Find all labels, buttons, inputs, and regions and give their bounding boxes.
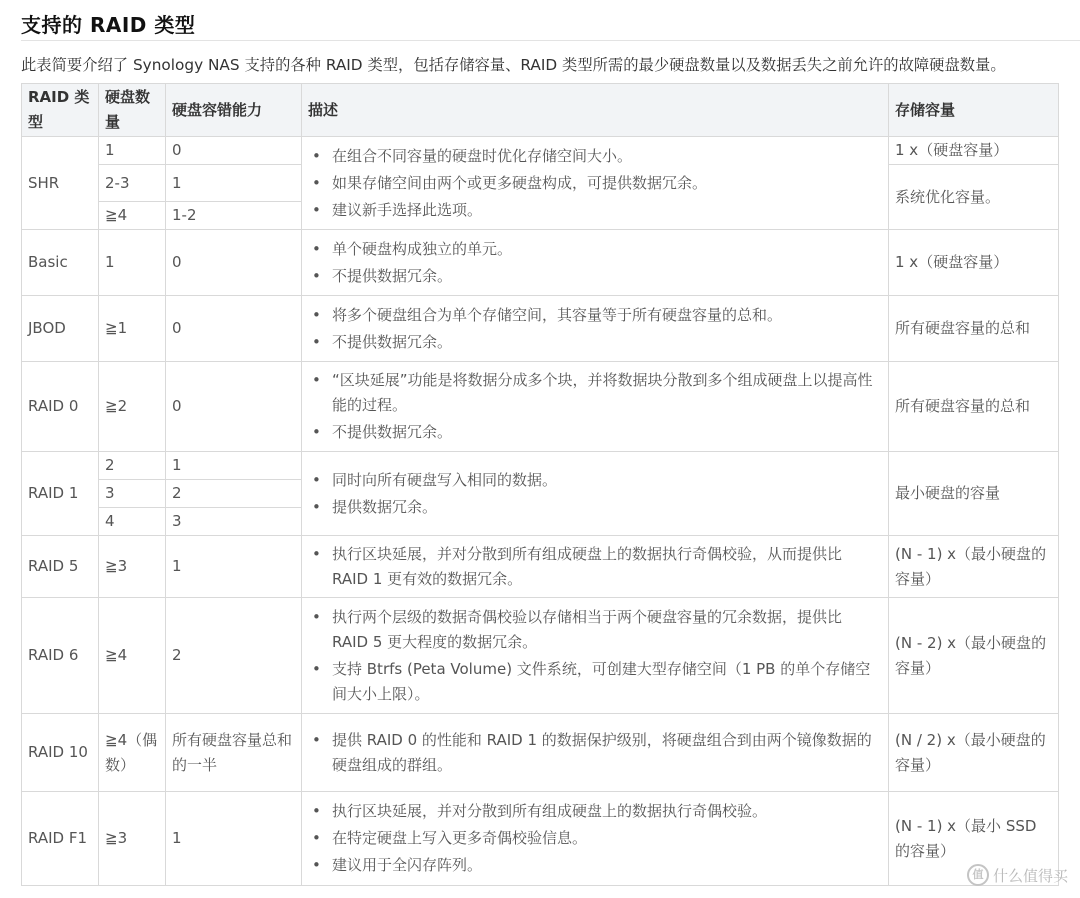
capacity-cell: 最小硬盘的容量 [889,452,1059,536]
raid-type-cell: JBOD [22,296,99,362]
list-item: • 在特定硬盘上写入更多奇偶校验信息。 [308,826,882,851]
disk-count-cell: ≧1 [99,296,166,362]
fault-tolerance-cell: 0 [166,230,302,296]
list-item: • 支持 Btrfs (Peta Volume) 文件系统，可创建大型存储空间（1 PB 的单个存储空间大小上限）。 [308,657,882,707]
disk-count-cell: 2 [99,452,166,480]
page-title: 支持的 RAID 类型 [21,13,196,37]
table-row [22,296,1059,362]
watermark-text: 什么值得买 [992,866,1068,885]
list-item: • 不提供数据冗余。 [308,420,882,445]
list-item: • 将多个硬盘组合为单个存储空间，其容量等于所有硬盘容量的总和。 [308,303,882,328]
raid-type-cell: RAID 0 [22,362,99,452]
raid-type-cell: RAID 1 [22,452,99,536]
list-item: • 不提供数据冗余。 [308,330,882,355]
watermark [967,864,1068,886]
raid-types-table [21,83,1059,886]
capacity-cell: 1 x（硬盘容量） [889,137,1059,165]
list-item: • 同时向所有硬盘写入相同的数据。 [308,468,882,493]
description-cell [302,296,889,362]
description-cell [302,598,889,714]
fault-tolerance-cell: 1 [166,536,302,598]
disk-count-cell: 1 [99,137,166,165]
fault-tolerance-cell: 1-2 [166,202,302,230]
list-item: • 在组合不同容量的硬盘时优化存储空间大小。 [308,144,882,169]
disk-count-cell: ≧3 [99,792,166,886]
disk-count-cell: 4 [99,508,166,536]
description-cell [302,714,889,792]
capacity-cell: (N / 2) x（最小硬盘的容量） [889,714,1059,792]
capacity-cell: (N - 1) x（最小硬盘的容量） [889,536,1059,598]
intro-paragraph: 此表简要介绍了 Synology NAS 支持的各种 RAID 类型，包括存储容量、RAID 类型所需的最少硬盘数量以及数据丢失之前允许的故障硬盘数量。 [21,56,1006,74]
table-row [22,452,1059,480]
description-cell [302,230,889,296]
disk-count-cell: 3 [99,480,166,508]
fault-tolerance-cell: 2 [166,598,302,714]
list-item: • 建议新手选择此选项。 [308,198,882,223]
table-row [22,714,1059,792]
table-row [22,230,1059,296]
capacity-cell: (N - 1) x（最小 SSD 的容量） [889,792,1059,886]
fault-tolerance-cell: 0 [166,137,302,165]
list-item: • “区块延展”功能是将数据分成多个块，并将数据块分散到多个组成硬盘上以提高性能的过程。 [308,368,882,418]
raid-type-cell: SHR [22,137,99,230]
list-item: • 提供 RAID 0 的性能和 RAID 1 的数据保护级别，将硬盘组合到由两个镜像数据的硬盘组成的群组。 [308,728,882,778]
header-disk-count: 硬盘数量 [99,84,166,137]
table-row [22,536,1059,598]
capacity-cell: 1 x（硬盘容量） [889,230,1059,296]
description-cell [302,452,889,536]
table-row [22,362,1059,452]
table-row [22,598,1059,714]
disk-count-cell: 2-3 [99,165,166,202]
list-item: • 执行区块延展，并对分散到所有组成硬盘上的数据执行奇偶校验，从而提供比 RAID 1 更有效的数据冗余。 [308,542,882,592]
raid-type-cell: RAID 10 [22,714,99,792]
list-item: • 执行两个层级的数据奇偶校验以存储相当于两个硬盘容量的冗余数据，提供比 RAID 5 更大程度的数据冗余。 [308,605,882,655]
table-row [22,137,1059,165]
fault-tolerance-cell: 1 [166,792,302,886]
capacity-cell: 所有硬盘容量的总和 [889,362,1059,452]
header-fault-tolerance: 硬盘容错能力 [166,84,302,137]
disk-count-cell: ≧4 [99,598,166,714]
fault-tolerance-cell: 1 [166,165,302,202]
description-cell [302,137,889,230]
header-capacity: 存储容量 [889,84,1059,137]
value-icon: 值 [967,864,989,886]
capacity-cell: (N - 2) x（最小硬盘的容量） [889,598,1059,714]
fault-tolerance-cell: 0 [166,362,302,452]
disk-count-cell: ≧4 [99,202,166,230]
fault-tolerance-cell: 1 [166,452,302,480]
disk-count-cell: ≧4（偶数） [99,714,166,792]
table-row [22,792,1059,886]
capacity-cell: 系统优化容量。 [889,165,1059,230]
raid-type-cell: RAID 6 [22,598,99,714]
disk-count-cell: ≧3 [99,536,166,598]
list-item: • 单个硬盘构成独立的单元。 [308,237,882,262]
fault-tolerance-cell: 3 [166,508,302,536]
disk-count-cell: ≧2 [99,362,166,452]
raid-type-cell: RAID 5 [22,536,99,598]
disk-count-cell: 1 [99,230,166,296]
fault-tolerance-cell: 所有硬盘容量总和的一半 [166,714,302,792]
fault-tolerance-cell: 0 [166,296,302,362]
description-cell [302,362,889,452]
fault-tolerance-cell: 2 [166,480,302,508]
list-item: • 提供数据冗余。 [308,495,882,520]
description-cell [302,536,889,598]
description-cell [302,792,889,886]
title-divider [21,40,1080,41]
header-description: 描述 [302,84,889,137]
list-item: • 如果存储空间由两个或更多硬盘构成，可提供数据冗余。 [308,171,882,196]
header-raid-type: RAID 类型 [22,84,99,137]
list-item: • 执行区块延展，并对分散到所有组成硬盘上的数据执行奇偶校验。 [308,799,882,824]
raid-type-cell: RAID F1 [22,792,99,886]
capacity-cell: 所有硬盘容量的总和 [889,296,1059,362]
raid-type-cell: Basic [22,230,99,296]
list-item: • 建议用于全闪存阵列。 [308,853,882,878]
table-header-row [22,84,1059,137]
list-item: • 不提供数据冗余。 [308,264,882,289]
